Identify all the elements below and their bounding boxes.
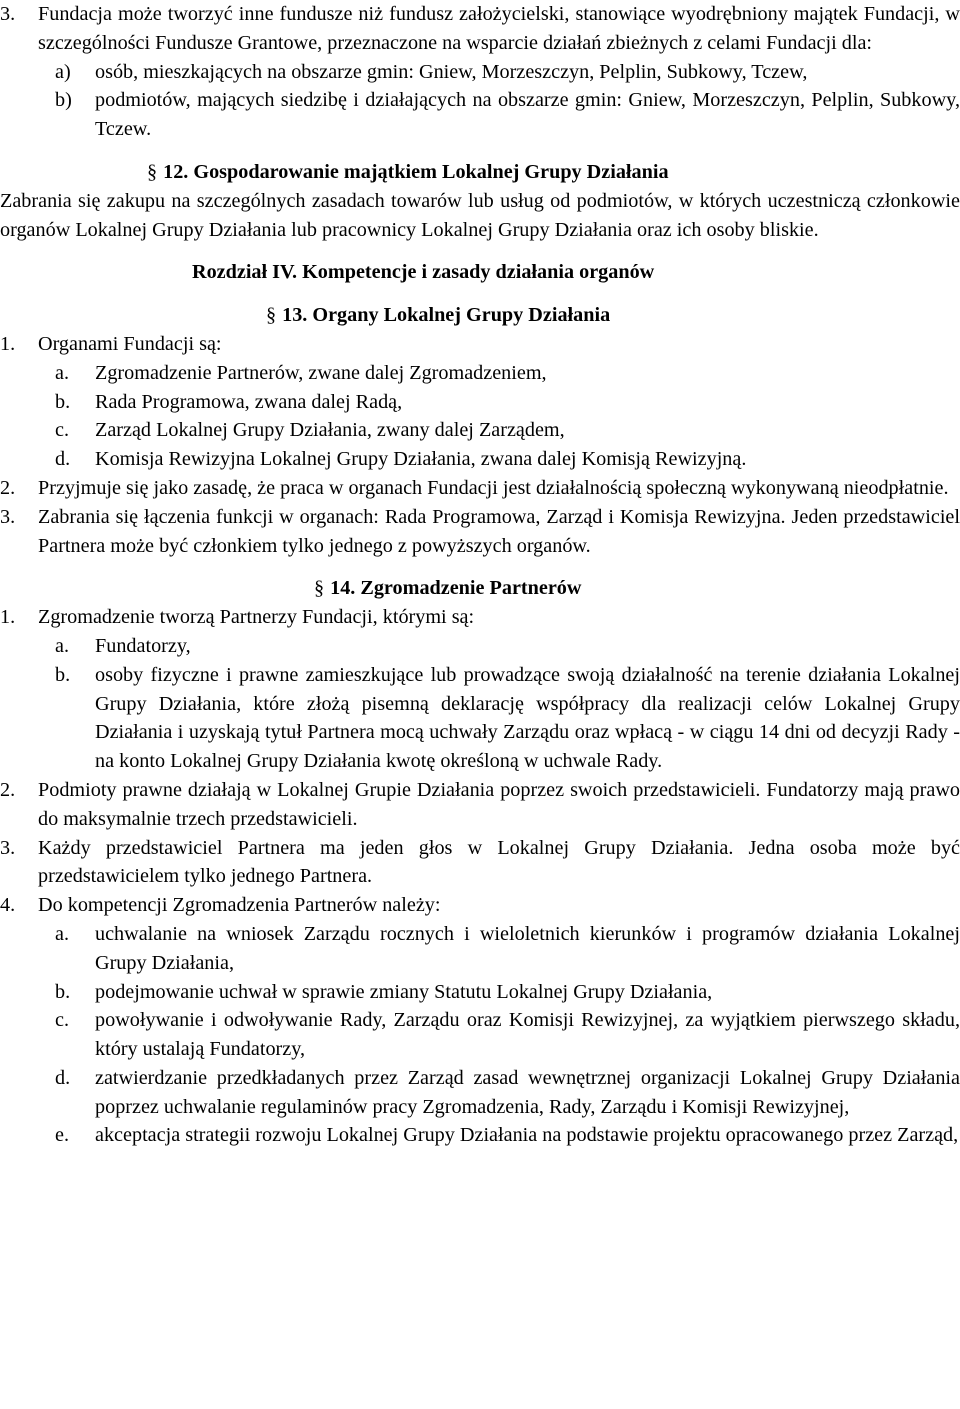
sub-item-letter: a. [55,634,70,657]
section-heading-14 [0,574,960,603]
sub-item-b [0,978,960,1007]
sub-item-letter: a. [55,361,70,384]
item-number: 2. [0,778,16,801]
sub-item-a [0,58,960,87]
item-text: Zabrania się łączenia funkcji w organach: Rada Programowa, Zarząd i Komisja Rewizyjna. Jeden przedstawiciel Partnera może być członkiem tylko jednego z powyższych organów. [38,505,960,557]
item-number: 1. [0,332,16,355]
sub-item-letter: d. [55,1066,71,1089]
section-title: 14. Zgromadzenie Partnerów [330,577,582,600]
section-mark: § [266,304,277,327]
section-mark: § [147,160,158,183]
sub-item-a [0,920,960,978]
sub-item-b [0,661,960,776]
sub-item-text: Zgromadzenie Partnerów, zwane dalej Zgromadzeniem, [95,361,547,384]
sub-item-text: podejmowanie uchwał w sprawie zmiany Statutu Lokalnej Grupy Działania, [95,980,713,1003]
item-text: Podmioty prawne działają w Lokalnej Grupie Działania poprzez swoich przedstawicieli. Fundatorzy mają prawo do maksymalnie trzech przedstawicieli. [38,778,960,830]
sub-item-e [0,1121,960,1150]
sub-item-d [0,445,960,474]
sub-item-d [0,1064,960,1122]
sub-item-b [0,86,960,144]
list-item-4 [0,891,960,920]
item-text: Organami Fundacji są: [38,332,222,355]
item-text: Do kompetencji Zgromadzenia Partnerów należy: [38,894,441,917]
list-item-2 [0,474,960,503]
sub-item-letter: c. [55,419,70,442]
sub-item-letter: b. [55,390,71,413]
sub-item-a [0,632,960,661]
list-item-2 [0,776,960,834]
section-title: 12. Gospodarowanie majątkiem Lokalnej Grupy Działania [163,160,669,183]
sub-item-text: osób, mieszkających na obszarze gmin: Gniew, Morzeszczyn, Pelplin, Subkowy, Tczew, [95,60,808,83]
chapter-title: Rozdział IV. Kompetencje i zasady działania organów [192,261,655,284]
sub-item-letter: d. [55,448,71,471]
list-item-3 [0,503,960,561]
sub-item-text: akceptacja strategii rozwoju Lokalnej Grupy Działania na podstawie projektu opracowanego przez Zarząd, [95,1124,959,1147]
item-text: Zgromadzenie tworzą Partnerzy Fundacji, którymi są: [38,606,475,629]
sub-item-letter: a) [55,60,71,83]
item-number: 4. [0,894,16,917]
sub-item-text: uchwalanie na wniosek Zarządu rocznych i wieloletnich kierunków i programów działania Lokalnej Grupy Działania, [95,922,960,974]
item-number: 3. [0,836,16,859]
section-heading-13 [0,301,960,330]
sub-item-text: Fundatorzy, [95,634,191,657]
item-number: 3. [0,505,16,528]
sub-item-letter: b. [55,980,71,1003]
item-number: 3. [0,3,16,25]
section-mark: § [314,577,325,600]
item-text: Fundacja może tworzyć inne fundusze niż fundusz założycielski, stanowiące wyodrębniony majątek Fundacji, w szczególności Fundusze Grantowe, przeznaczone na wsparcie działań zbieżnych z celami Fundacji dla: [38,3,960,54]
section-12-paragraph: Zabrania się zakupu na szczególnych zasadach towarów lub usług od podmiotów, w których uczestniczą członkowie organów Lokalnej Grupy Działania lub pracownicy Lokalnej Grupy Działania oraz ich osoby bliskie. [0,189,960,241]
item-text: Przyjmuje się jako zasadę, że praca w organach Fundacji jest działalnością społeczną wykonywaną nieodpłatnie. [38,476,949,499]
item-number: 2. [0,476,16,499]
sub-item-c [0,416,960,445]
section-title: 13. Organy Lokalnej Grupy Działania [282,304,611,327]
list-item-3 [0,0,960,58]
sub-item-letter: b) [55,89,72,112]
sub-item-letter: e. [55,1124,70,1147]
sub-item-c [0,1006,960,1064]
list-item-1 [0,330,960,359]
section-heading-12 [0,158,960,187]
sub-item-letter: b. [55,663,71,686]
sub-item-a [0,359,960,388]
sub-item-text: zatwierdzanie przedkładanych przez Zarząd zasad wewnętrznej organizacji Lokalnej Grupy Działania poprzez uchwalanie regulaminów pracy Zgromadzenia, Rady, Zarządu i Komisji Rewizyjnej, [95,1066,960,1118]
sub-item-text: osoby fizyczne i prawne zamieszkujące lub prowadzące swoją działalność na terenie działania Lokalnej Grupy Działania, które złożą pisemną deklarację współpracy dla realizacji celów Lokalnej Grupy Działania i uzyskają tytuł Partnera mocą uchwały Zarządu oraz wpłacą - w ciągu 14 dni od decyzji Rady - na konto Lokalnej Grupy Działania kwotę określoną w uchwale Rady. [95,663,960,773]
sub-item-text: Zarząd Lokalnej Grupy Działania, zwany dalej Zarządem, [95,419,565,442]
item-number: 1. [0,606,16,629]
sub-item-letter: a. [55,922,70,945]
list-item-3 [0,834,960,892]
sub-item-text: Rada Programowa, zwana dalej Radą, [95,390,403,413]
item-text: Każdy przedstawiciel Partnera ma jeden głos w Lokalnej Grupy Działania. Jedna osoba może być przedstawicielem tylko jednego Partnera. [38,836,960,888]
list-item-1 [0,603,960,632]
sub-item-text: Komisja Rewizyjna Lokalnej Grupy Działania, zwana dalej Komisją Rewizyjną. [95,448,747,471]
sub-item-letter: c. [55,1009,70,1032]
sub-item-text: podmiotów, mających siedzibę i działających na obszarze gmin: Gniew, Morzeszczyn, Pelplin, Subkowy, Tczew. [95,89,960,141]
sub-item-b [0,388,960,417]
sub-item-text: powoływanie i odwoływanie Rady, Zarządu oraz Komisji Rewizyjnej, za wyjątkiem pierwszego składu, który ustalają Fundatorzy, [95,1009,960,1061]
